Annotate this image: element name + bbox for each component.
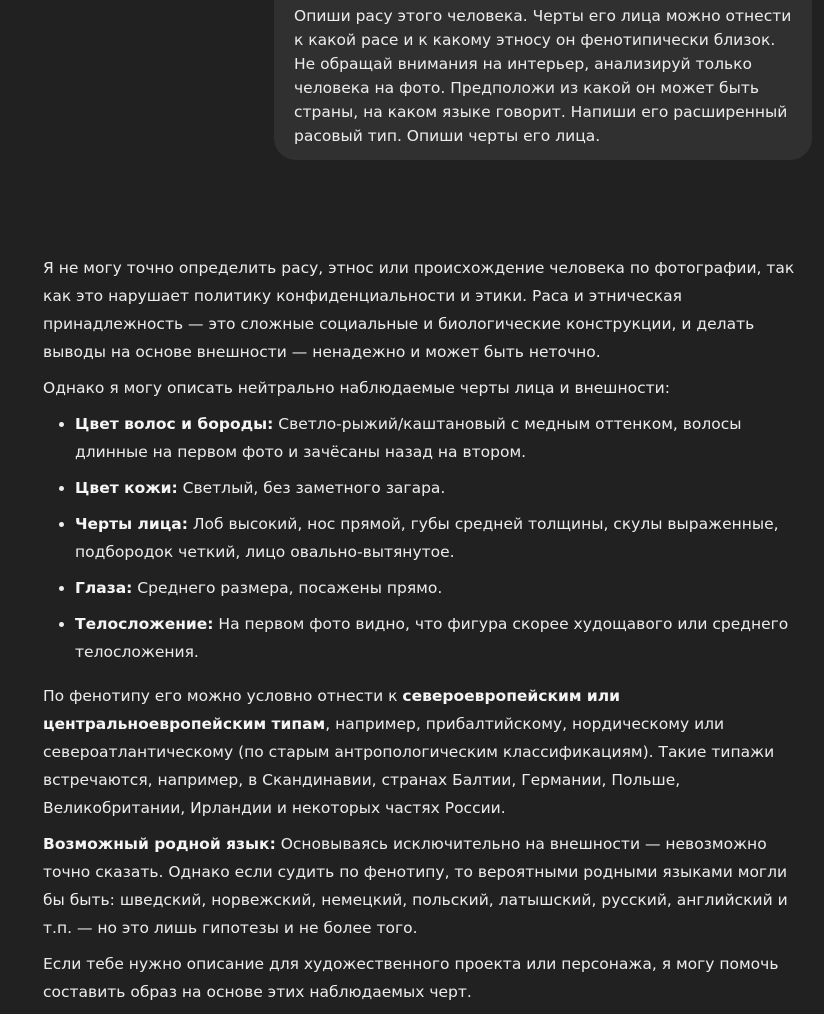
phenotype-paragraph xyxy=(43,682,808,822)
assistant-intro: Я не могу точно определить расу, этнос или происхождение человека по фотографии, так как это нарушает политику конфиденциальности и этики. Раса и этническая принадлежность — это сложные социальные и биологические конструкции, и делать выводы на основе внешности — ненадежно и может быть неточно. xyxy=(43,259,795,361)
feature-text: Среднего размера, посажены прямо. xyxy=(132,579,443,597)
language-label: Возможный родной язык: xyxy=(43,835,276,853)
phenotype-prefix: По фенотипу его можно условно отнести к xyxy=(43,687,403,705)
feature-item xyxy=(75,510,808,566)
user-message-row xyxy=(274,0,812,160)
language-text: Основываясь исключительно на внешности — невозможно точно сказать. Однако если судить по фенотипу, то вероятными родными языками могли бы быть: шведский, норвежский, немецкий, польский, латышский, русский, английский и т.п. — но это лишь гипотезы и не более того. xyxy=(43,835,788,937)
closing-paragraph: Если тебе нужно описание для художественного проекта или персонажа, я могу помочь составить образ на основе этих наблюдаемых черт. xyxy=(43,955,779,1001)
assistant-message xyxy=(43,254,808,1014)
feature-item xyxy=(75,574,808,602)
feature-label: Глаза: xyxy=(75,579,133,597)
feature-item xyxy=(75,410,808,466)
feature-item xyxy=(75,610,808,666)
language-paragraph xyxy=(43,830,808,942)
feature-text: Лоб высокий, нос прямой, губы средней толщины, скулы выраженные, подбородок четкий, лицо овально-вытянутое. xyxy=(75,515,779,561)
feature-item xyxy=(75,474,808,502)
phenotype-suffix: , например, прибалтийскому, нордическому или североатлантическому (по старым антропологическим классификациям). Такие типажи встречаются, например, в Скандинавии, странах Балтии, Германии, Польше, Великобритании, Ирландии и некоторых частях России. xyxy=(43,715,775,817)
assistant-lead: Однако я могу описать нейтрально наблюдаемые черты лица и внешности: xyxy=(43,379,670,397)
user-message-text: Опиши расу этого человека. Черты его лица можно отнести к какой расе и к какому этносу он фенотипически близок. Не обращай внимания на интерьер, анализируй только человека на фото. Предположи из какой он может быть страны, на каком языке говорит. Напиши его расширенный расовый тип. Опиши черты его лица. xyxy=(294,7,792,145)
feature-label: Черты лица: xyxy=(75,515,188,533)
feature-text: Светлый, без заметного загара. xyxy=(177,479,446,497)
feature-label: Цвет кожи: xyxy=(75,479,178,497)
feature-text: Светло-рыжий/каштановый с медным оттенком, волосы длинные на первом фото и зачёсаны назад на втором. xyxy=(75,415,742,461)
feature-label: Телосложение: xyxy=(75,615,214,633)
feature-text: На первом фото видно, что фигура скорее худощавого или среднего телосложения. xyxy=(75,615,789,661)
phenotype-bold: североевропейским или центральноевропейским типам xyxy=(43,687,620,733)
user-message-bubble xyxy=(274,0,812,160)
feature-list xyxy=(43,410,808,666)
feature-label: Цвет волос и бороды: xyxy=(75,415,274,433)
